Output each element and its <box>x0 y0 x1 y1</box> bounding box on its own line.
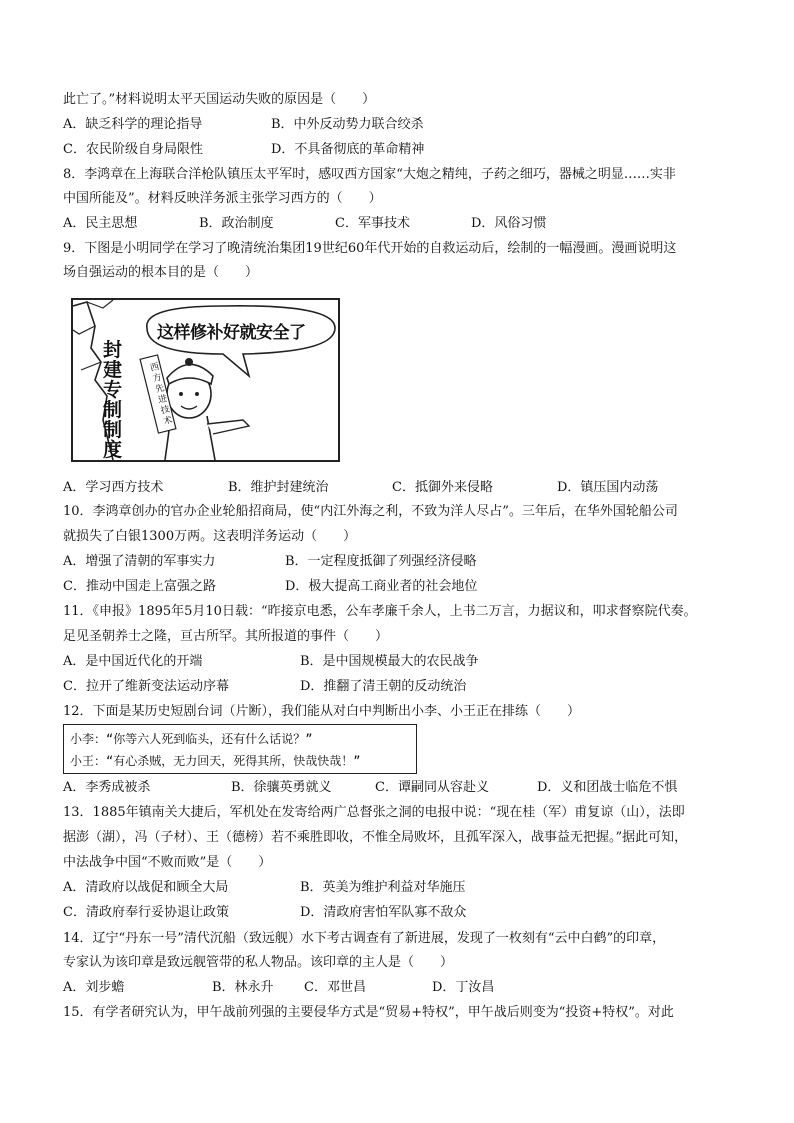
q7-option-b[interactable]: B．中外反动势力联合绞杀 <box>271 117 424 132</box>
q12-option-a[interactable]: A．李秀成被杀 <box>63 780 151 795</box>
q14-option-c[interactable]: C．邓世昌 <box>304 980 366 995</box>
cartoon-speech-text: 这样修补好就安全了 <box>157 323 306 343</box>
q9-option-b[interactable]: B．维护封建统治 <box>228 480 329 495</box>
q9-stem-cont: 场自强运动的根本目的是（ ） <box>63 265 259 280</box>
q9-option-a[interactable]: A．学习西方技术 <box>63 480 164 495</box>
cartoon-wall-text: 封建专制制度 <box>103 339 123 461</box>
q13-option-a[interactable]: A．清政府以战促和顾全大局 <box>63 880 229 895</box>
q8-option-b[interactable]: B．政治制度 <box>199 216 274 231</box>
q11-stem-cont: 足见圣朝养士之隆，亘古所罕。其所报道的事件（ ） <box>63 629 389 644</box>
q15-stem: 15．有学者研究认为，甲午战前列强的主要侵华方式是“贸易+特权”，甲午战后则变为“投资+特权”。对此 <box>63 1005 674 1020</box>
q10-option-a[interactable]: A．增强了清朝的军事实力 <box>63 554 216 569</box>
q7-stem-tail: 此亡了。”材料说明太平天国运动失败的原因是（ ） <box>63 92 376 107</box>
q9-option-c[interactable]: C．抵御外来侵略 <box>392 480 493 495</box>
q7-option-c[interactable]: C．农民阶级自身局限性 <box>63 142 203 157</box>
q13-stem: 13．1885年镇南关大捷后，军机处在发寄给两广总督张之洞的电报中说：“现在桂（军）甫复谅（山），法即 <box>63 805 685 820</box>
q13-option-b[interactable]: B．英美为维护利益对华施压 <box>300 880 466 895</box>
q7-option-d[interactable]: D．不具备彻底的革命精神 <box>271 142 425 157</box>
q8-option-d[interactable]: D．风俗习惯 <box>471 216 547 231</box>
q12-option-d[interactable]: D．义和团战士临危不惧 <box>537 780 678 795</box>
q13-option-d[interactable]: D．清政府害怕军队寡不敌众 <box>300 905 467 920</box>
q8-option-a[interactable]: A．民主思想 <box>63 216 138 231</box>
q10-stem: 10．李鸿章创办的官办企业轮船招商局，使“内江外海之利，不致为洋人尽占”。三年后，在华外国轮船公司 <box>63 504 678 519</box>
q8-stem-cont: 中国所能及”。材料反映洋务派主张学习西方的（ ） <box>63 191 382 206</box>
q11-option-b[interactable]: B．是中国规模最大的农民战争 <box>300 654 479 669</box>
q12-option-b[interactable]: B．徐骧英勇就义 <box>231 780 332 795</box>
q11-option-c[interactable]: C．拉开了维新变法运动序幕 <box>63 679 229 694</box>
cartoon-image <box>71 298 340 462</box>
q11-option-a[interactable]: A．是中国近代化的开端 <box>63 654 203 669</box>
q14-option-b[interactable]: B．林永升 <box>212 980 274 995</box>
dialogue-line-wang: 小王：“有心杀贼，无力回天，死得其所，快哉快哉！” <box>70 754 361 768</box>
q14-stem: 14．辽宁“丹东一号”清代沉船（致远舰）水下考古调查有了新进展，发现了一枚刻有“云中白鹤”的印章， <box>63 931 666 946</box>
q10-option-d[interactable]: D．极大提高工商业者的社会地位 <box>285 579 478 594</box>
q9-option-d[interactable]: D．镇压国内动荡 <box>557 480 659 495</box>
dialogue-box <box>63 724 417 774</box>
q10-option-c[interactable]: C．推动中国走上富强之路 <box>63 579 216 594</box>
q12-stem: 12．下面是某历史短剧台词（片断），我们能从对白中判断出小李、小王正在排练（ ） <box>63 704 581 719</box>
q11-stem: 11．《申报》1895年5月10日载：“昨接京电悉，公车孝廉千余人，上书二万言，力据议和，叩求督察院代奏。 <box>63 604 697 619</box>
q8-option-c[interactable]: C．军事技术 <box>335 216 410 231</box>
q12-option-c[interactable]: C．谭嗣同从容赴义 <box>375 780 489 795</box>
q9-stem: 9．下图是小明同学在学习了晚清统治集团19世纪60年代开始的自救运动后，绘制的一幅漫画。漫画说明这 <box>63 241 677 256</box>
q10-option-b[interactable]: B．一定程度抵御了列强经济侵略 <box>285 554 477 569</box>
q10-stem-cont: 就损失了白银1300万两。这表明洋务运动（ ） <box>63 529 357 544</box>
cartoon-patch-text: 西方先进技术 <box>149 362 174 428</box>
q14-option-a[interactable]: A．刘步蟾 <box>63 980 125 995</box>
q8-stem: 8．李鸿章在上海联合洋枪队镇压太平军时，感叹西方国家“大炮之精纯，子药之细巧，器械之明显……实非 <box>63 167 676 182</box>
q13-stem-cont2: 中法战争中国“不败而败”是（ ） <box>63 855 272 870</box>
q7-option-a[interactable]: A．缺乏科学的理论指导 <box>63 117 203 132</box>
q13-stem-cont1: 据澎（湖），冯（子材）、王（德榜）若不乘胜即收，不惟全局败坏，且孤军深入，战事益无把握。”据此可知， <box>63 830 688 845</box>
q11-option-d[interactable]: D．推翻了清王朝的反动统治 <box>300 679 467 694</box>
q14-option-d[interactable]: D．丁汝昌 <box>432 980 495 995</box>
q14-stem-cont: 专家认为该印章是致远舰管带的私人物品。该印章的主人是（ ） <box>63 955 454 970</box>
q13-option-c[interactable]: C．清政府奉行妥协退让政策 <box>63 905 229 920</box>
dialogue-line-li: 小李：“你等六人死到临头，还有什么话说？” <box>70 732 313 746</box>
